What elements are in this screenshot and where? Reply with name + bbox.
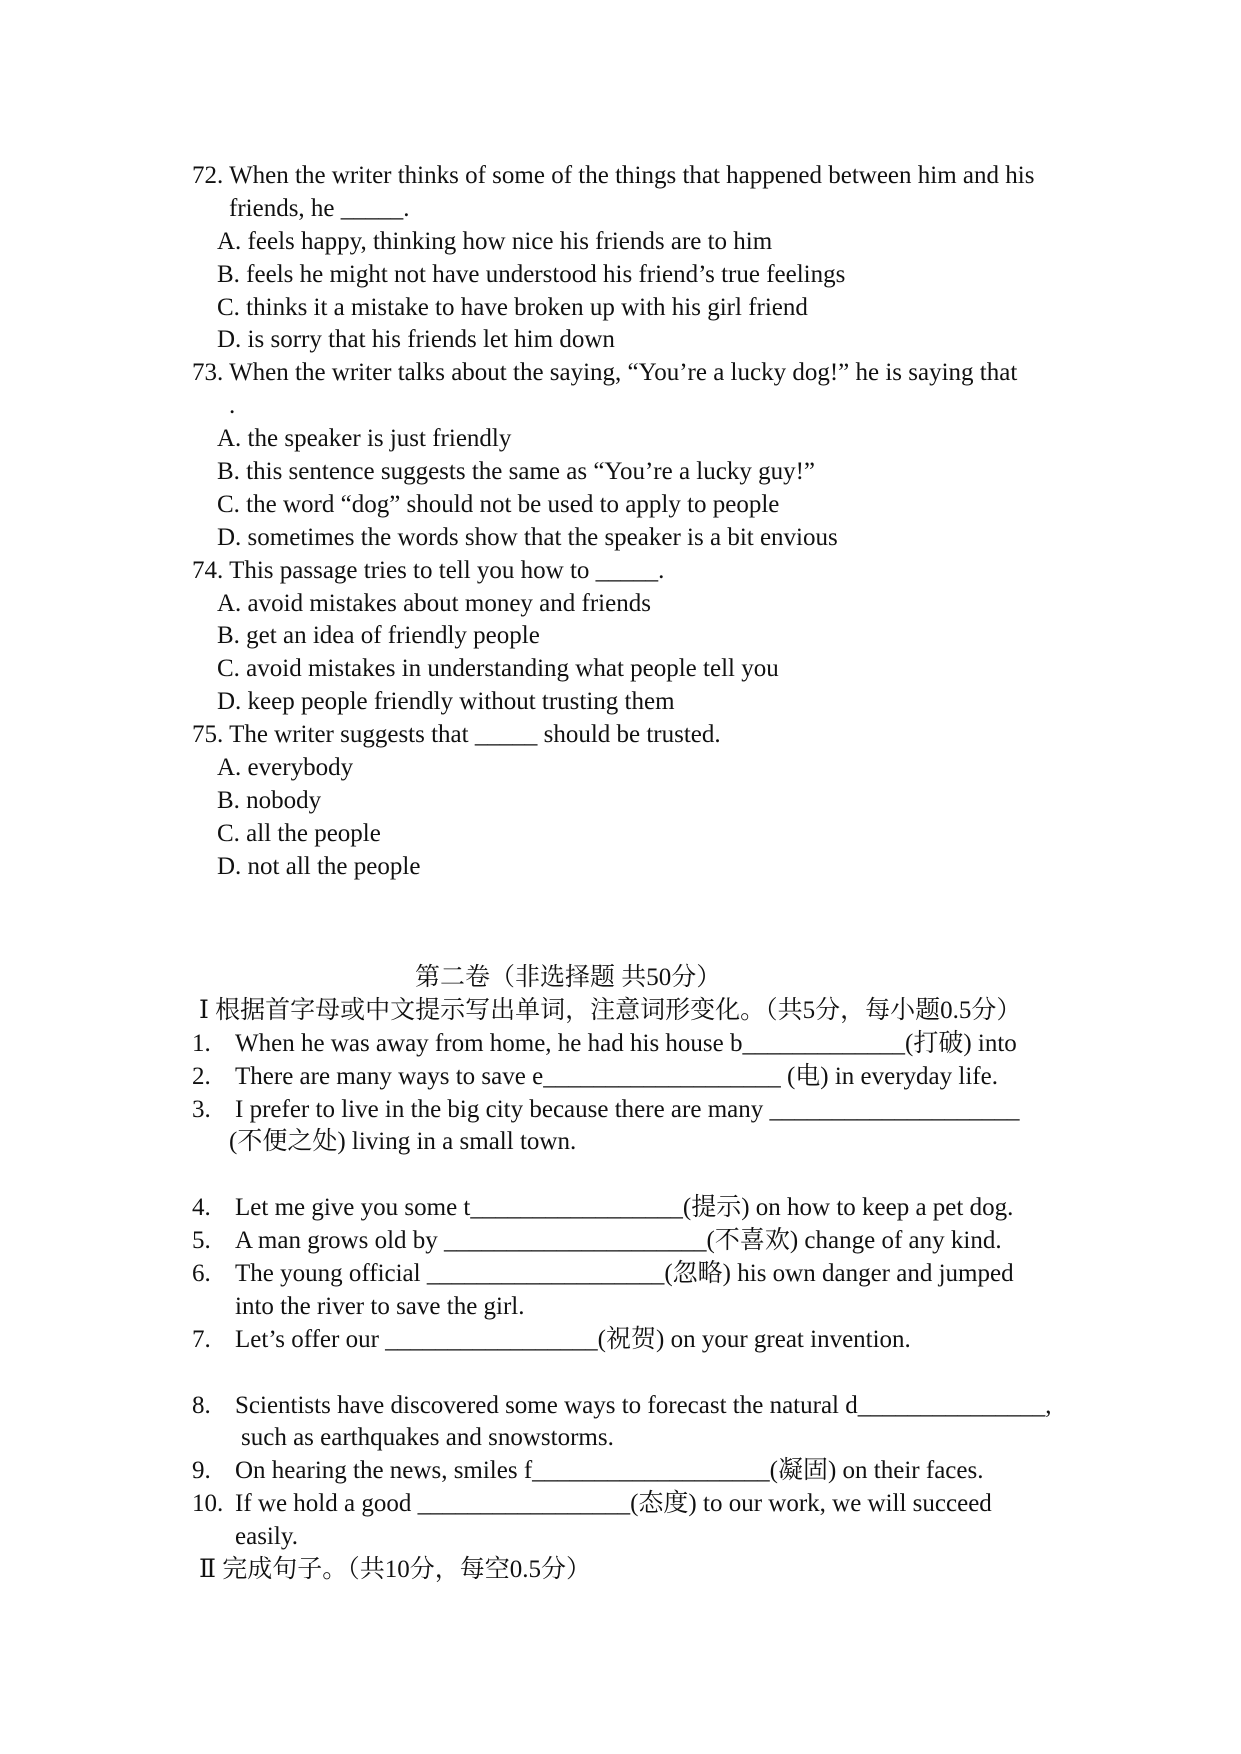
option-a: A. the speaker is just friendly — [217, 425, 512, 453]
question-number: 73. — [192, 359, 224, 387]
blank-line — [192, 1357, 1051, 1390]
question-number: 72. — [192, 162, 224, 189]
question-text: When the writer talks about the saying, “You’re a lucky dog!” he is saying that — [229, 359, 1018, 387]
item-text: If we hold a good _________________(态度) to our work, we will succeed — [235, 1490, 992, 1518]
question-text: This passage tries to tell you how to _____. — [229, 556, 665, 584]
item-text-continued: easily. — [235, 1523, 298, 1551]
item-text: I prefer to live in the big city because there are many ____________________ — [235, 1095, 1020, 1123]
question-text: The writer suggests that _____ should be trusted. — [229, 721, 721, 749]
section-marker: Ⅱ — [199, 1556, 216, 1584]
item-number: 10. — [192, 1490, 224, 1518]
option-b: B. this sentence suggests the same as “You’re a lucky guy!” — [217, 458, 816, 486]
item-text-continued: (不便之处) living in a small town. — [229, 1128, 577, 1156]
section-2-heading — [192, 1554, 1051, 1587]
section-instruction: 根据首字母或中文提示写出单词，注意词形变化。（共5分，每小题0.5分） — [215, 996, 1022, 1024]
item-text: The young official ___________________(忽略) his own danger and jumped — [235, 1260, 1014, 1288]
item-text: When he was away from home, he had his house b_____________(打破) into — [235, 1029, 1017, 1057]
fill-in-item — [192, 1094, 1051, 1127]
option-c: C. avoid mistakes in understanding what people tell you — [217, 655, 779, 683]
fill-in-item — [192, 1258, 1051, 1291]
section-1-heading — [192, 995, 1051, 1028]
reading-questions — [192, 160, 1034, 884]
item-text: A man grows old by _____________________(不喜欢) change of any kind. — [235, 1227, 1002, 1255]
option-a: A. everybody — [217, 754, 354, 782]
question-stem — [192, 555, 1034, 588]
fill-in-item — [192, 1488, 1051, 1521]
part-two — [192, 962, 1051, 1587]
item-number: 2. — [192, 1062, 211, 1090]
option-a: A. feels happy, thinking how nice his friends are to him — [217, 227, 773, 255]
item-number: 4. — [192, 1194, 211, 1222]
item-number: 1. — [192, 1029, 211, 1057]
option-a: A. avoid mistakes about money and friends — [217, 589, 651, 617]
item-number: 3. — [192, 1095, 211, 1123]
item-text: On hearing the news, smiles f___________________(凝固) on their faces. — [235, 1457, 984, 1485]
item-number: 9. — [192, 1457, 211, 1485]
item-text: Scientists have discovered some ways to forecast the natural d_______________, — [235, 1391, 1052, 1419]
item-text-continued: into the river to save the girl. — [235, 1292, 525, 1320]
item-number: 5. — [192, 1227, 211, 1255]
part-two-title: 第二卷（非选择题 共50分） — [415, 964, 722, 991]
option-c: C. all the people — [217, 819, 381, 847]
question-stem-continued: friends, he _____. — [229, 194, 410, 222]
question-number: 75. — [192, 721, 224, 749]
fill-in-item — [192, 1028, 1051, 1061]
section-instruction: 完成句子。（共10分，每空0.5分） — [222, 1556, 592, 1584]
item-text: Let me give you some t_________________(提示) on how to keep a pet dog. — [235, 1194, 1014, 1222]
section-marker: Ⅰ — [199, 996, 209, 1024]
question-stem — [192, 160, 1034, 193]
item-number: 7. — [192, 1325, 211, 1353]
option-b: B. feels he might not have understood his friend’s true feelings — [217, 260, 846, 288]
question-stem-continued: . — [229, 392, 236, 420]
fill-in-item — [192, 1192, 1051, 1225]
fill-in-item — [192, 1324, 1051, 1357]
option-b: B. get an idea of friendly people — [217, 622, 540, 650]
question-number: 74. — [192, 556, 224, 584]
question-stem — [192, 357, 1034, 390]
fill-in-item — [192, 1061, 1051, 1094]
fill-in-item — [192, 1455, 1051, 1488]
item-text: Let’s offer our _________________(祝贺) on your great invention. — [235, 1325, 911, 1353]
blank-line — [192, 1159, 1051, 1192]
fill-in-item — [192, 1225, 1051, 1258]
question-stem — [192, 719, 1034, 752]
item-number: 6. — [192, 1260, 211, 1288]
option-c: C. the word “dog” should not be used to apply to people — [217, 490, 780, 518]
option-d: D. sometimes the words show that the speaker is a bit envious — [217, 523, 838, 551]
item-number: 8. — [192, 1391, 211, 1419]
option-d: D. not all the people — [217, 852, 421, 880]
option-d: D. is sorry that his friends let him down — [217, 326, 615, 354]
option-d: D. keep people friendly without trusting them — [217, 688, 675, 716]
option-b: B. nobody — [217, 786, 322, 814]
fill-in-item — [192, 1390, 1051, 1423]
item-text-continued: such as earthquakes and snowstorms. — [241, 1424, 614, 1452]
question-text: When the writer thinks of some of the things that happened between him and his — [229, 162, 1035, 189]
option-c: C. thinks it a mistake to have broken up with his girl friend — [217, 293, 808, 321]
item-text: There are many ways to save e___________________ (电) in everyday life. — [235, 1062, 998, 1090]
